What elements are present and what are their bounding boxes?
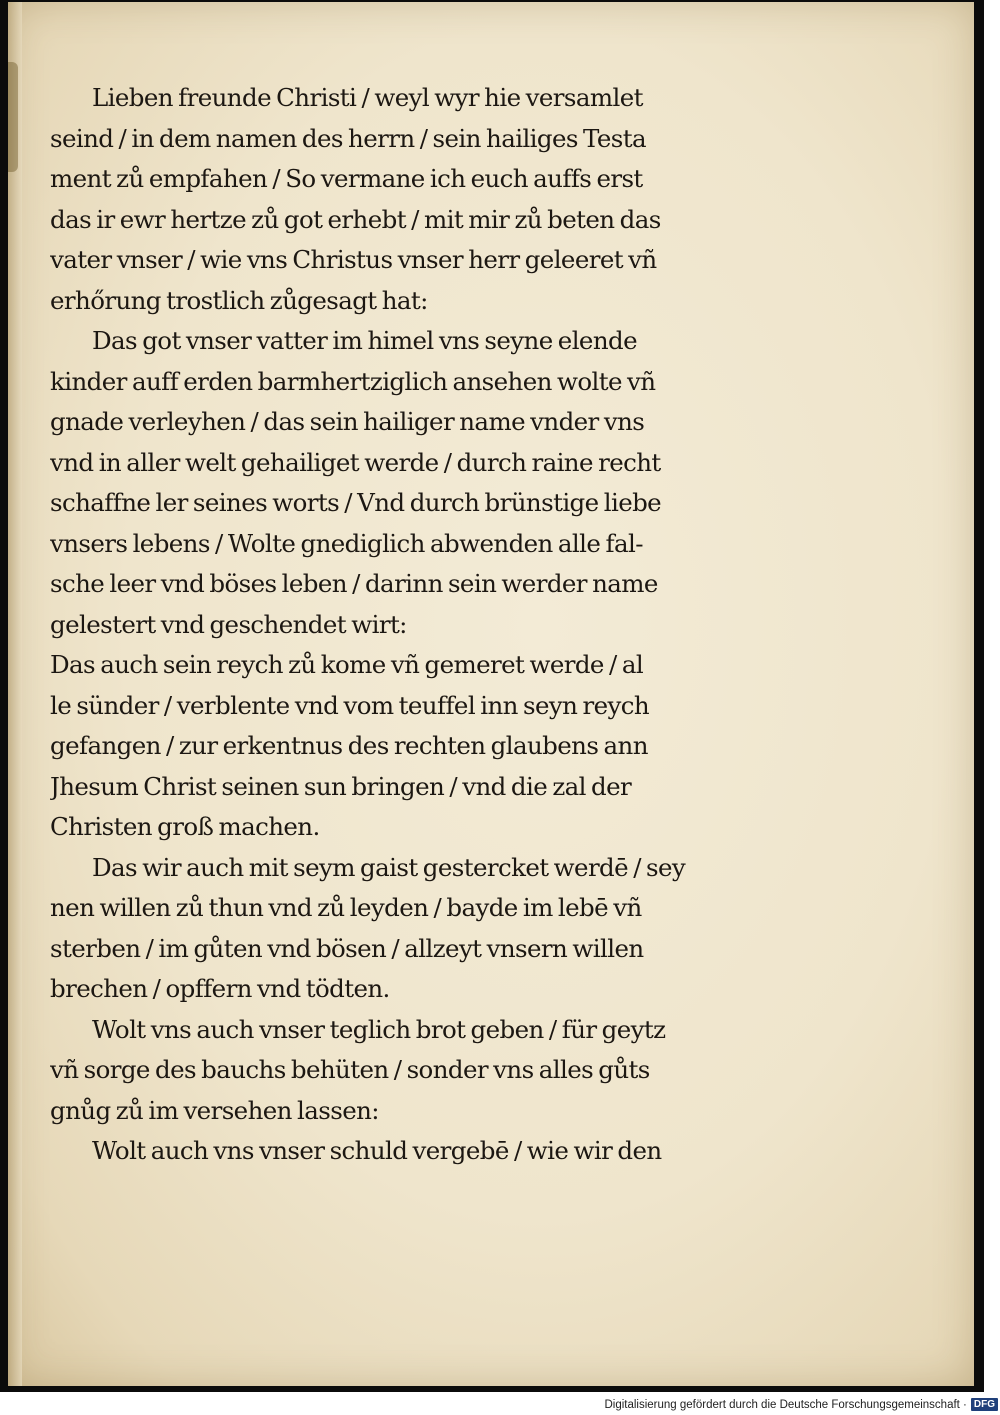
text-line: Christen groß machen. xyxy=(50,812,320,841)
funding-credit: Digitalisierung gefördert durch die Deutsche Forschungsgemeinschaft · xyxy=(604,1398,967,1411)
text-line: vater vnser / wie vns Christus vnser herr geleeret vñ xyxy=(50,245,657,274)
text-line: erhőrung trostlich zůgesagt hat: xyxy=(50,285,428,315)
text-line: gnůg zů im versehen lassen: xyxy=(50,1095,379,1125)
text-line: Jhesum Christ seinen sun bringen / vnd die zal der xyxy=(50,771,632,801)
edge-stain xyxy=(8,62,18,172)
book-page xyxy=(8,2,974,1386)
text-line: das ir ewr hertze zů got erhebt / mit mir zů beten das xyxy=(50,204,661,234)
text-line: Wolt auch vns vnser schuld vergebē / wie wir den xyxy=(92,1136,662,1165)
text-line: sterben / im gůten vnd bösen / allzeyt vnsern willen xyxy=(50,933,644,963)
page-gutter xyxy=(8,2,22,1386)
text-line: Wolt vns auch vnser teglich brot geben / für geytz xyxy=(92,1014,666,1044)
blackletter-text xyxy=(50,78,810,1172)
text-line: Das wir auch mit seym gaist gestercket werdē / sey xyxy=(92,852,686,882)
text-line: gefangen / zur erkentnus des rechten glaubens ann xyxy=(50,731,648,760)
text-line: schaffne ler seines worts / Vnd durch brünstige liebe xyxy=(50,488,662,517)
text-line: vnd in aller welt gehailiget werde / durch raine recht xyxy=(50,447,661,477)
text-line: seind / in dem namen des herrn / sein hailiges Testa xyxy=(50,123,647,153)
text-line: Lieben freunde Christi / weyl wyr hie versamlet xyxy=(92,83,643,112)
dfg-logo-icon: DFG xyxy=(971,1398,998,1411)
text-line: le sünder / verblente vnd vom teuffel inn seyn reych xyxy=(50,690,650,720)
funding-footer xyxy=(604,1394,1000,1415)
text-line: nen willen zů thun vnd zů leyden / bayde im lebē vñ xyxy=(50,893,642,922)
text-line: Das got vnser vatter im himel vns seyne elende xyxy=(92,326,637,355)
text-line: vnsers lebens / Wolte gnediglich abwenden alle fal- xyxy=(50,528,643,558)
text-line: ment zů empfahen / So vermane ich euch auffs erst xyxy=(50,164,643,193)
text-line: vñ sorge des bauchs behüten / sonder vns alles gůts xyxy=(50,1055,650,1084)
text-line: gelestert vnd geschendet wirt: xyxy=(50,609,407,639)
text-line: Das auch sein reych zů kome vñ gemeret werde / al xyxy=(50,650,644,679)
text-line: brechen / opffern vnd tödten. xyxy=(50,974,390,1003)
text-line: sche leer vnd böses leben / darinn sein werder name xyxy=(50,569,658,598)
text-line: kinder auff erden barmhertziglich ansehen wolte vñ xyxy=(50,366,656,396)
text-line: gnade verleyhen / das sein hailiger name vnder vns xyxy=(50,407,645,436)
